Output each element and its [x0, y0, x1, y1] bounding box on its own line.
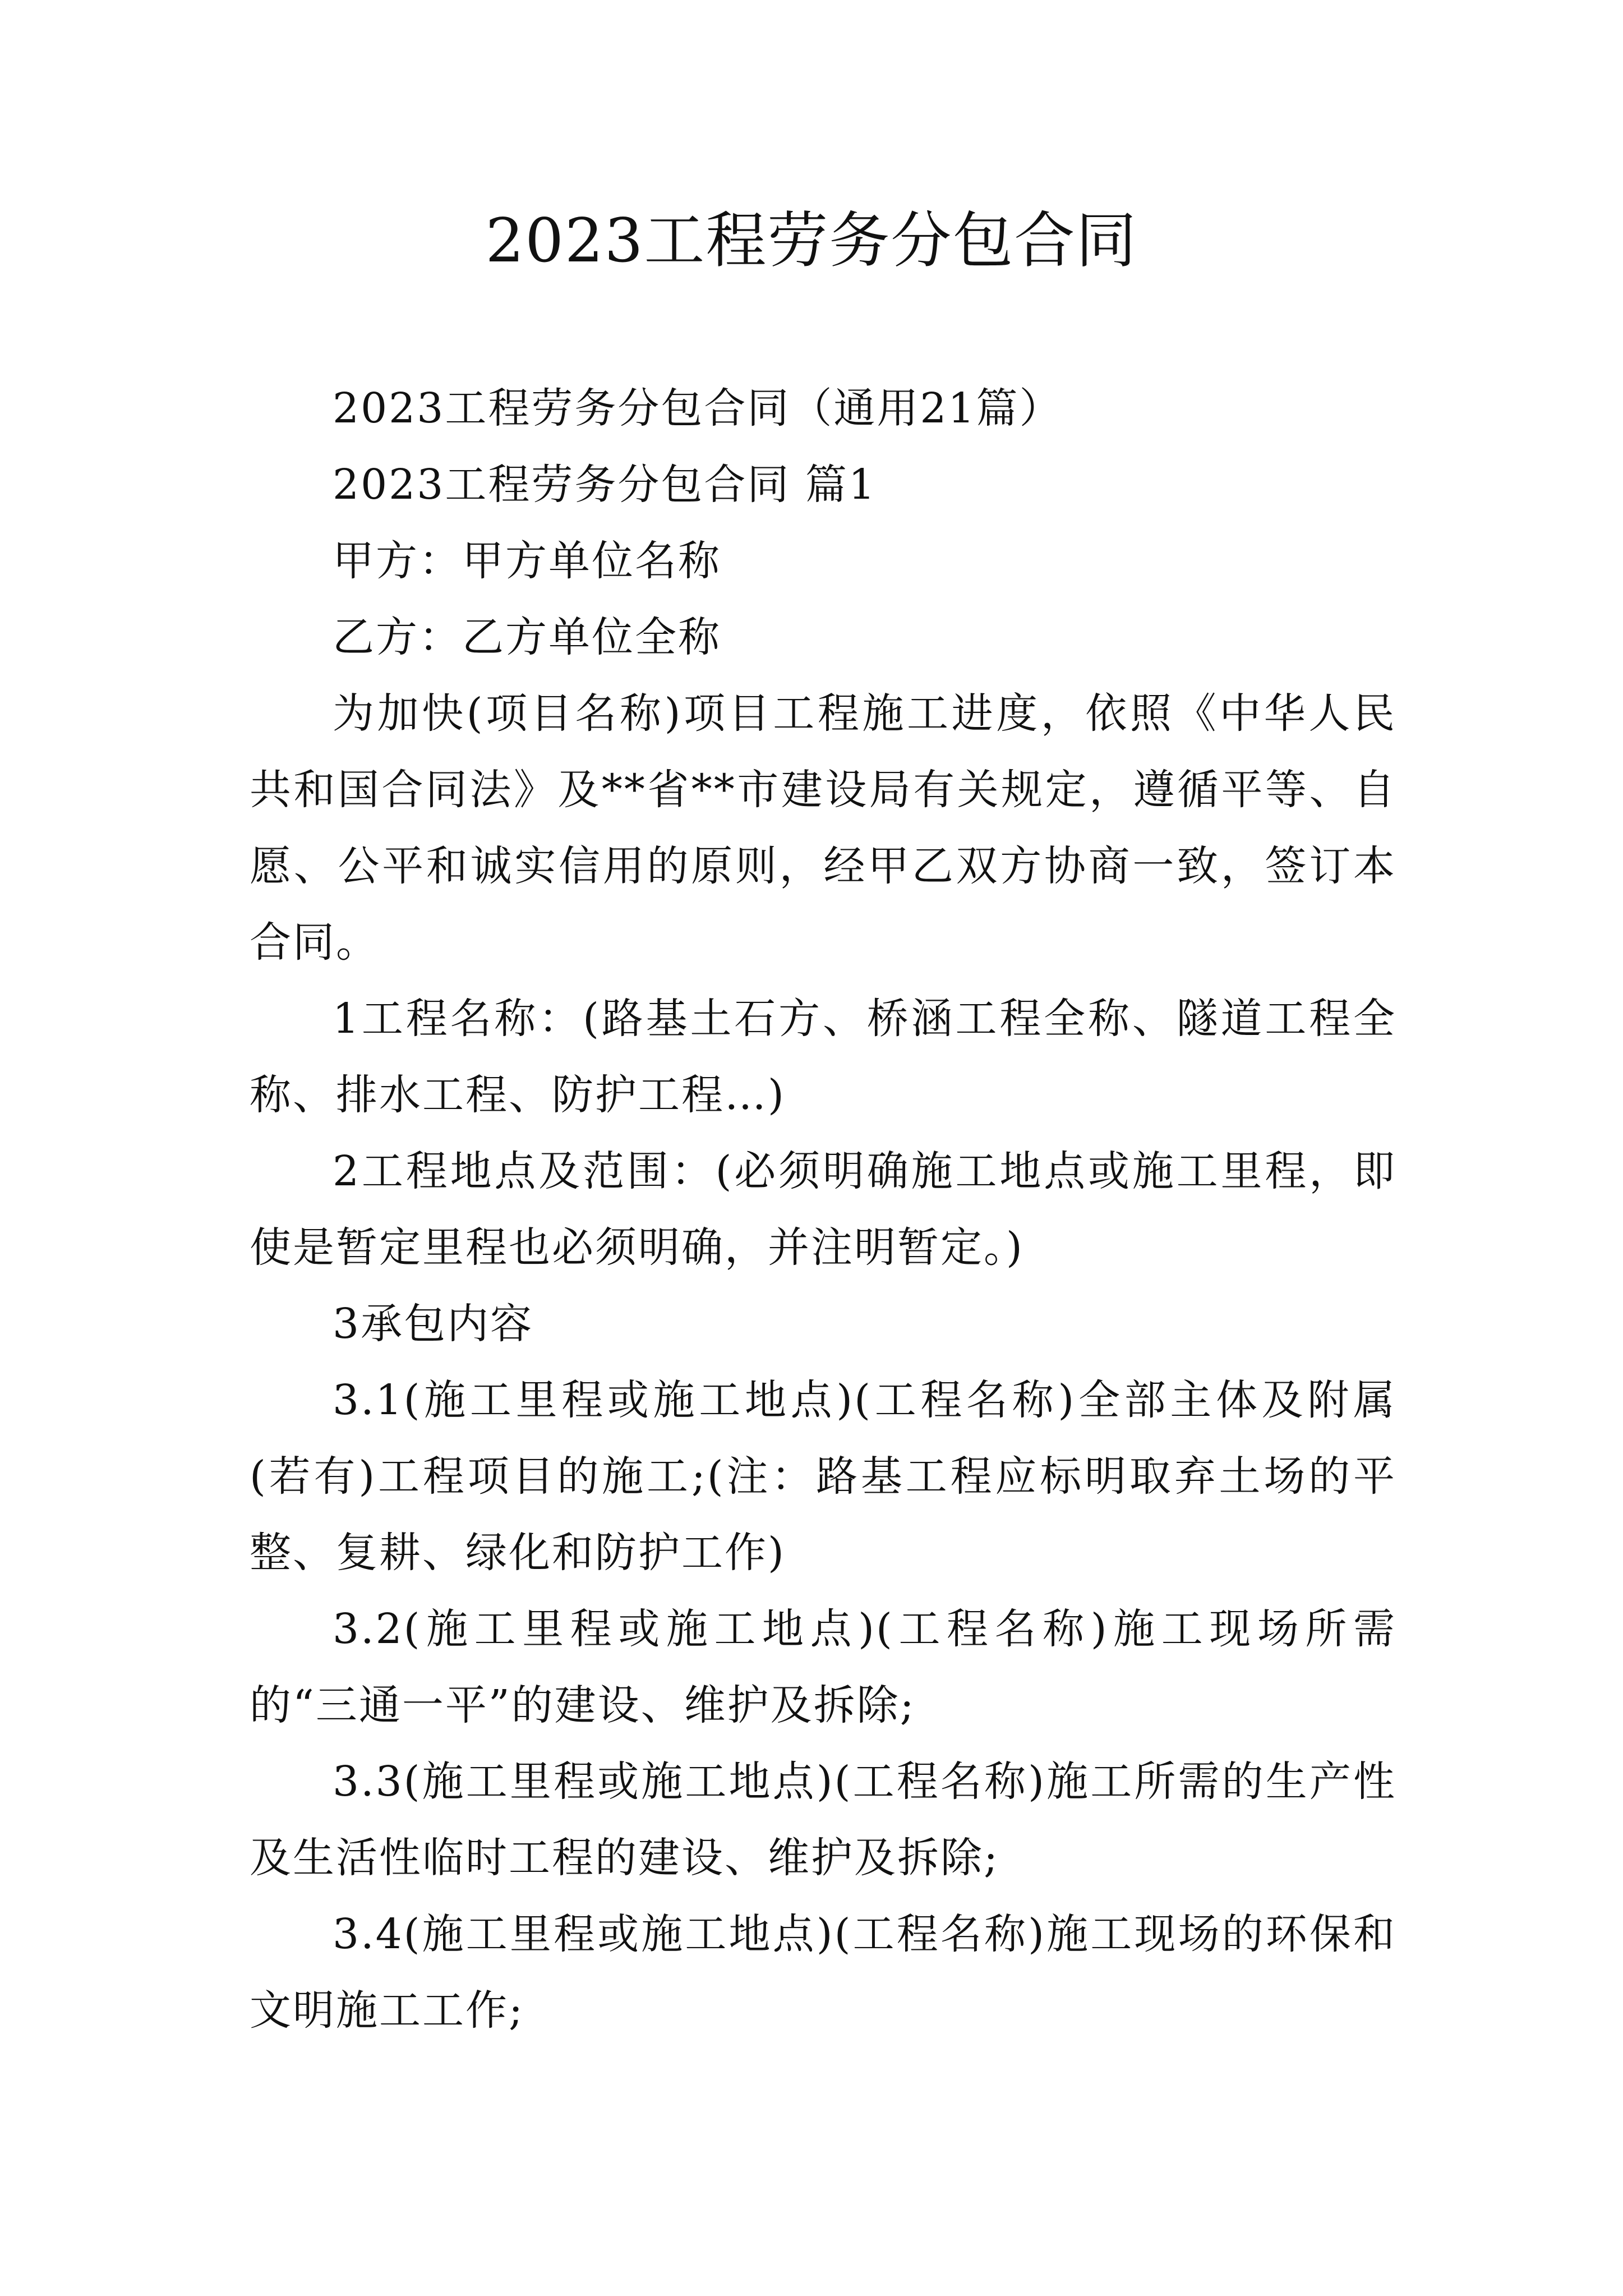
paragraph-chapter-heading: 2023工程劳务分包合同 篇1 [333, 461, 877, 509]
paragraph-clause-3-2: 3.2(施工里程或施工地点)(工程名称)施工现场所需的“三通一平”的建设、维护及拆除; [250, 1605, 1396, 1729]
document-body [250, 370, 1396, 2049]
paragraph-preamble: 为加快(项目名称)项目工程施工进度，依照《中华人民共和国合同法》及**省**市建设局有关规定，遵循平等、自愿、公平和诚实信用的原则，经甲乙双方协商一致，签订本合同。 [250, 689, 1396, 967]
paragraph-party-b: 乙方：乙方单位全称 [333, 613, 721, 661]
paragraph-project-location: 2工程地点及范围：(必须明确施工地点或施工里程，即使是暂定里程也必须明确，并注明暂定。) [250, 1147, 1396, 1272]
paragraph-project-name: 1工程名称：(路基土石方、桥涵工程全称、隧道工程全称、排水工程、防护工程…) [250, 995, 1396, 1119]
paragraph-contract-scope-heading: 3承包内容 [333, 1300, 534, 1348]
paragraph-clause-3-1: 3.1(施工里程或施工地点)(工程名称)全部主体及附属(若有)工程项目的施工;(注：路基工程应标明取弃土场的平整、复耕、绿化和防护工作) [250, 1376, 1396, 1577]
paragraph-clause-3-3: 3.3(施工里程或施工地点)(工程名称)施工所需的生产性及生活性临时工程的建设、维护及拆除; [250, 1757, 1396, 1882]
paragraph-clause-3-4: 3.4(施工里程或施工地点)(工程名称)施工现场的环保和文明施工工作; [250, 1910, 1396, 2035]
paragraph-party-a: 甲方：甲方单位名称 [333, 537, 721, 585]
document-title: 2023工程劳务分包合同 [485, 206, 1138, 276]
paragraph-subtitle: 2023工程劳务分包合同（通用21篇） [333, 384, 1063, 432]
